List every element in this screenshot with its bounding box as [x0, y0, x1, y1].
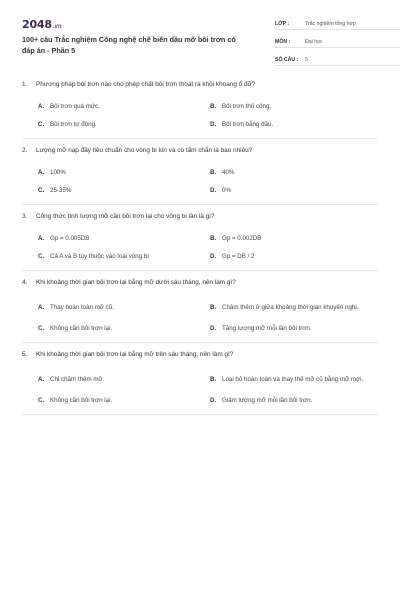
meta-label: LỚP :	[275, 21, 290, 27]
header	[22, 0, 378, 64]
question-number: 2.	[22, 147, 28, 154]
option-b[interactable]	[210, 163, 382, 181]
options-grid	[22, 163, 378, 199]
option-d[interactable]	[210, 115, 382, 133]
option-b[interactable]	[210, 295, 382, 319]
option-text: Bôi trơn quá mức.	[50, 102, 100, 110]
question-number: 5.	[22, 351, 28, 358]
option-text: Gp = DB / 2	[222, 252, 255, 260]
question-header	[22, 212, 378, 221]
option-d[interactable]	[210, 319, 382, 337]
option-a[interactable]	[38, 295, 210, 319]
option-letter: A.	[38, 102, 45, 110]
question-item	[22, 146, 378, 205]
question-header	[22, 278, 378, 287]
option-letter: B.	[210, 102, 217, 110]
question-number: 3.	[22, 213, 28, 220]
option-d[interactable]	[210, 391, 382, 409]
question-number: 1.	[22, 81, 28, 88]
meta-row-subject	[275, 33, 400, 48]
option-c[interactable]	[38, 391, 210, 409]
option-c[interactable]	[38, 319, 210, 337]
option-letter: A.	[38, 303, 45, 311]
option-letter: B.	[210, 168, 217, 176]
question-header	[22, 80, 378, 89]
option-letter: B.	[210, 375, 217, 383]
question-item	[22, 212, 378, 271]
option-a[interactable]	[38, 229, 210, 247]
meta-label: SỐ CÂU :	[275, 57, 299, 63]
option-b[interactable]	[210, 229, 382, 247]
question-item	[22, 278, 378, 343]
option-letter: B.	[210, 234, 217, 242]
option-text: 100%	[50, 168, 66, 176]
option-text: Bôi trơn tự động.	[50, 120, 97, 128]
option-d[interactable]	[210, 181, 382, 199]
option-letter: D.	[210, 120, 217, 128]
option-a[interactable]	[38, 163, 210, 181]
question-item	[22, 80, 378, 139]
question-item	[22, 350, 378, 415]
option-text: Không cần bôi trơn lại.	[50, 324, 113, 332]
option-d[interactable]	[210, 247, 382, 265]
question-text: Lượng mỡ nạp đầy tiêu chuẩn cho vòng bi kín và có tấm chắn là bao nhiêu?	[36, 147, 253, 154]
site-logo[interactable]	[22, 18, 62, 31]
option-text: Bôi trơn bằng dầu.	[222, 120, 274, 128]
option-text: Gp = 0.005DB	[50, 234, 90, 242]
meta-row-count	[275, 51, 400, 66]
options-grid	[22, 295, 378, 337]
option-text: Chỉ châm thêm mỡ.	[50, 375, 105, 383]
option-text: Tăng lượng mỡ mỗi lần bôi trơn.	[222, 324, 312, 332]
option-letter: C.	[38, 252, 45, 260]
question-list	[22, 80, 378, 422]
question-text: Khi khoảng thời gian bôi trơn lại bằng mỡ trên sáu tháng, nên làm gì?	[36, 351, 234, 358]
meta-row-class	[275, 15, 400, 30]
option-letter: A.	[38, 168, 45, 176]
option-letter: C.	[38, 396, 45, 404]
option-text: Thay hoàn toàn mỡ cũ.	[50, 303, 114, 311]
option-letter: C.	[38, 324, 45, 332]
option-a[interactable]	[38, 97, 210, 115]
option-a[interactable]	[38, 367, 210, 391]
meta-value: Trắc nghiệm tổng hợp	[305, 21, 356, 27]
options-grid	[22, 97, 378, 133]
option-text: Châm thêm ở giữa khoảng thời gian khuyến nghị.	[222, 303, 359, 311]
option-c[interactable]	[38, 247, 210, 265]
question-text: Công thức tính lượng mỡ cần bôi trơn lại cho vòng bi lần là gì?	[36, 213, 215, 220]
option-b[interactable]	[210, 97, 382, 115]
option-text: Cả A và B tùy thuộc vào loại vòng bi	[50, 252, 149, 260]
option-text: Không cần bôi trơn lại.	[50, 396, 113, 404]
option-letter: A.	[38, 234, 45, 242]
question-text: Khi khoảng thời gian bôi trơn lại bằng mỡ dưới sáu tháng, nên làm gì?	[36, 279, 236, 286]
option-text: Bôi trơn thủ công.	[222, 102, 272, 110]
question-number: 4.	[22, 279, 28, 286]
option-letter: A.	[38, 375, 45, 383]
option-letter: D.	[210, 186, 217, 194]
meta-label: MÔN :	[275, 39, 291, 45]
option-letter: C.	[38, 186, 45, 194]
option-letter: D.	[210, 252, 217, 260]
option-c[interactable]	[38, 115, 210, 133]
option-text: 25-35%	[50, 186, 72, 194]
option-b[interactable]	[210, 367, 382, 391]
question-header	[22, 350, 378, 359]
option-c[interactable]	[38, 181, 210, 199]
meta-value: 5	[305, 57, 308, 63]
options-grid	[22, 229, 378, 265]
meta-info	[275, 15, 400, 69]
option-letter: C.	[38, 120, 45, 128]
question-text: Phương pháp bôi trơn nào cho phép chất bôi trơn thoát ra khỏi khoang ổ đỡ?	[36, 81, 256, 88]
meta-value: Đại học	[305, 39, 323, 45]
option-text: 0%	[222, 186, 231, 194]
logo-suffix: .vn	[52, 24, 62, 30]
options-grid	[22, 367, 378, 409]
option-letter: D.	[210, 396, 217, 404]
document-title: 100+ câu Trắc nghiệm Công nghệ chế biến dầu mỡ bôi trơn có đáp án - Phần 5	[22, 35, 236, 55]
logo-text: 2048	[22, 18, 52, 31]
option-text: Loại bỏ hoàn toàn và thay thế mỡ cũ bằng mỡ mới.	[222, 375, 364, 383]
option-text: Gp = 0.002DB	[222, 234, 262, 242]
option-letter: B.	[210, 303, 217, 311]
question-header	[22, 146, 378, 155]
option-text: Giảm lượng mỡ mỗi lần bôi trơn.	[222, 396, 313, 404]
option-letter: D.	[210, 324, 217, 332]
option-text: 40%	[222, 168, 235, 176]
